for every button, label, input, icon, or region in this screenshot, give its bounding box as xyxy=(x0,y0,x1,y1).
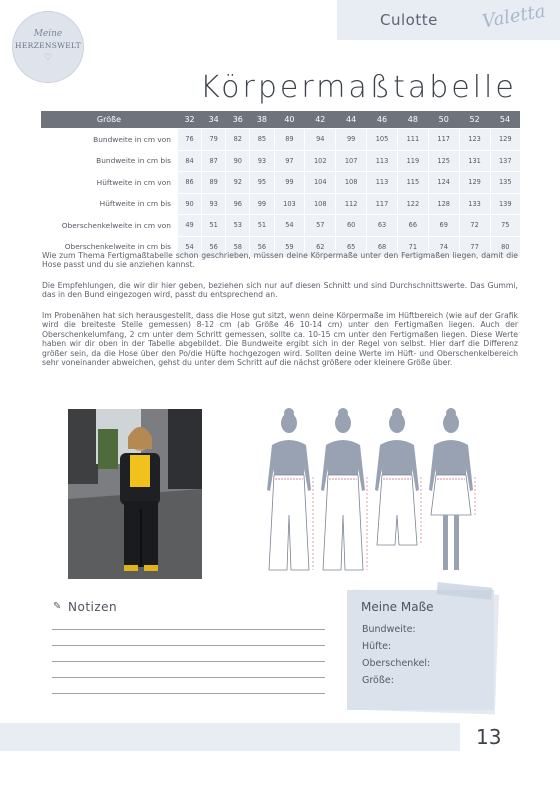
figure-garment xyxy=(323,475,363,570)
figure-torso xyxy=(272,440,306,475)
figures-illustration xyxy=(262,405,477,580)
figure-garment xyxy=(431,475,471,515)
table-cell: 103 xyxy=(274,193,305,215)
table-cell: 133 xyxy=(459,193,490,215)
measures-card-title: Meine Maße xyxy=(361,600,434,614)
table-cell: 76 xyxy=(178,129,202,151)
figure-torso xyxy=(326,440,360,475)
page-number: 13 xyxy=(476,725,502,749)
table-cell: 135 xyxy=(490,172,520,194)
table-cell: 60 xyxy=(336,215,367,237)
logo-heart-icon: ♡ xyxy=(43,53,53,63)
table-cell: 53 xyxy=(226,215,250,237)
figure-leg xyxy=(443,515,448,570)
table-cell: 104 xyxy=(305,172,336,194)
table-cell: 131 xyxy=(459,150,490,172)
table-cell: 79 xyxy=(202,129,226,151)
table-cell: 89 xyxy=(202,172,226,194)
figure-head xyxy=(335,413,351,433)
row-label: Bundweite in cm bis xyxy=(41,150,178,172)
table-cell: 95 xyxy=(250,172,274,194)
table-cell: 69 xyxy=(428,215,459,237)
table-cell: 113 xyxy=(367,150,398,172)
table-cell: 57 xyxy=(305,215,336,237)
figure-head xyxy=(281,413,297,433)
size-column: 44 xyxy=(336,111,367,129)
table-cell: 107 xyxy=(336,150,367,172)
logo-top-text: Meine xyxy=(33,29,63,39)
model-photo xyxy=(68,409,202,579)
size-column: 54 xyxy=(490,111,520,129)
table-cell: 68 xyxy=(367,236,398,257)
row-label: Oberschenkelweite in cm bis xyxy=(41,236,178,257)
table-cell: 93 xyxy=(202,193,226,215)
table-cell: 108 xyxy=(305,193,336,215)
pattern-name: Culotte xyxy=(380,11,438,29)
footer-band xyxy=(0,723,460,751)
table-cell: 137 xyxy=(490,150,520,172)
measurement-figures xyxy=(262,405,477,580)
size-column: 40 xyxy=(274,111,305,129)
table-cell: 117 xyxy=(428,129,459,151)
table-cell: 102 xyxy=(305,150,336,172)
measure-field-hip: Hüfte: xyxy=(362,641,392,652)
size-column: 34 xyxy=(202,111,226,129)
table-cell: 122 xyxy=(397,193,428,215)
table-cell: 75 xyxy=(490,215,520,237)
table-cell: 111 xyxy=(397,129,428,151)
table-row xyxy=(41,172,521,194)
body-measurement-table xyxy=(40,111,520,257)
table-cell: 108 xyxy=(336,172,367,194)
table-cell: 129 xyxy=(490,129,520,151)
table-cell: 54 xyxy=(178,236,202,257)
brand-logo xyxy=(12,11,84,83)
table-cell: 71 xyxy=(397,236,428,257)
measure-field-size: Größe: xyxy=(362,675,394,686)
size-column: 50 xyxy=(428,111,459,129)
size-column: 36 xyxy=(226,111,250,129)
logo-main-text: HERZENSWELT xyxy=(15,41,81,50)
table-cell: 129 xyxy=(459,172,490,194)
table-cell: 99 xyxy=(274,172,305,194)
size-column: 42 xyxy=(305,111,336,129)
table-cell: 119 xyxy=(397,150,428,172)
table-row xyxy=(41,193,521,215)
row-label: Oberschenkelweite in cm von xyxy=(41,215,178,237)
table-cell: 87 xyxy=(202,150,226,172)
table-cell: 59 xyxy=(274,236,305,257)
table-cell: 89 xyxy=(274,129,305,151)
figure-head xyxy=(389,413,405,433)
size-column: 32 xyxy=(178,111,202,129)
table-cell: 51 xyxy=(250,215,274,237)
figure-garment xyxy=(377,475,417,545)
table-cell: 58 xyxy=(226,236,250,257)
recommendation-paragraph: Die Empfehlungen, die wir dir hier geben, beziehen sich nur auf diesen Schnitt und sind Durchschnittswerte. Das Gummi, das in den Bund eingezogen wird, passt du entsprechend an. xyxy=(42,281,518,300)
table-cell: 94 xyxy=(305,129,336,151)
table-row xyxy=(41,215,521,237)
intro-paragraph: Wie zum Thema Fertigmaßtabelle schon geschrieben, müssen deine Körpermaße unter den Fertigmaßen liegen, damit die Hose passt und du sie anziehen kannst. xyxy=(42,251,518,270)
note-line xyxy=(52,661,325,662)
table-cell: 99 xyxy=(336,129,367,151)
model-photo-illustration xyxy=(68,409,202,579)
table-cell: 63 xyxy=(367,215,398,237)
table-cell: 80 xyxy=(490,236,520,257)
table-row xyxy=(41,129,521,151)
fitting-paragraph: Im Probenähen hat sich herausgestellt, dass die Hose gut sitzt, wenn deine Körpermaße im Hüftbereich (wie auf der Grafik wird die breiteste Stelle gemessen) 8-12 cm (ab Größe 46 10-14 cm) unter den Fertigmaßen liegen. Auch der Oberschenkelumfang, 2 cm unter dem Schritt gemessen, sollte ca. 10-15 cm unter den Fertigmaßen liegen. Diese Werte haben wir dir oben in der Tabelle abgebildet. Die Bundweite ergibt sich in der Regel von selbst. Hier darf die Differenz größer sein, da die Hose über den Po/die Hüfte hochgezogen wird. Sollten deine Werte im Hüft- und Oberschenkelbereich sehr voneinander abweichen, gehst du unter dem Schritt auf die nächst größere oder kleinere Größe über. xyxy=(42,311,518,368)
size-column: 52 xyxy=(459,111,490,129)
brand-signature: Valetta xyxy=(480,0,548,33)
table-cell: 65 xyxy=(336,236,367,257)
table-cell: 139 xyxy=(490,193,520,215)
table-cell: 90 xyxy=(178,193,202,215)
measure-field-waist: Bundweite: xyxy=(362,624,416,635)
pencil-icon: ✎ xyxy=(53,601,62,612)
table-cell: 117 xyxy=(367,193,398,215)
table-cell: 93 xyxy=(250,150,274,172)
table-row xyxy=(41,150,521,172)
table-cell: 97 xyxy=(274,150,305,172)
table-cell: 54 xyxy=(274,215,305,237)
table-cell: 72 xyxy=(459,215,490,237)
row-label: Hüftweite in cm von xyxy=(41,172,178,194)
figure-garment xyxy=(269,475,309,570)
table-cell: 85 xyxy=(250,129,274,151)
table-cell: 62 xyxy=(305,236,336,257)
table-cell: 123 xyxy=(459,129,490,151)
figure-head xyxy=(443,413,459,433)
measure-field-thigh: Oberschenkel: xyxy=(362,658,431,669)
table-cell: 125 xyxy=(428,150,459,172)
table-cell: 66 xyxy=(397,215,428,237)
table-cell: 90 xyxy=(226,150,250,172)
note-line xyxy=(52,677,325,678)
table-cell: 99 xyxy=(250,193,274,215)
table-header-label: Größe xyxy=(41,111,178,129)
table-cell: 56 xyxy=(202,236,226,257)
table-cell: 77 xyxy=(459,236,490,257)
note-line xyxy=(52,629,325,630)
size-column: 46 xyxy=(367,111,398,129)
table-header-row xyxy=(41,111,521,129)
table-cell: 82 xyxy=(226,129,250,151)
table-cell: 124 xyxy=(428,172,459,194)
page-title: Körpermaßtabelle xyxy=(200,70,517,105)
table-cell: 128 xyxy=(428,193,459,215)
table-cell: 92 xyxy=(226,172,250,194)
table-cell: 51 xyxy=(202,215,226,237)
table-cell: 84 xyxy=(178,150,202,172)
table-cell: 56 xyxy=(250,236,274,257)
size-column: 48 xyxy=(397,111,428,129)
table-cell: 113 xyxy=(367,172,398,194)
notes-title: Notizen xyxy=(68,600,118,614)
row-label: Bundweite in cm von xyxy=(41,129,178,151)
note-line xyxy=(52,693,325,694)
table-cell: 96 xyxy=(226,193,250,215)
figure-leg xyxy=(454,515,459,570)
table-cell: 49 xyxy=(178,215,202,237)
table-cell: 86 xyxy=(178,172,202,194)
figure-torso xyxy=(434,440,468,475)
size-column: 38 xyxy=(250,111,274,129)
table-cell: 115 xyxy=(397,172,428,194)
row-label: Hüftweite in cm bis xyxy=(41,193,178,215)
table-cell: 112 xyxy=(336,193,367,215)
table-cell: 74 xyxy=(428,236,459,257)
table-cell: 105 xyxy=(367,129,398,151)
figure-torso xyxy=(380,440,414,475)
note-line xyxy=(52,645,325,646)
